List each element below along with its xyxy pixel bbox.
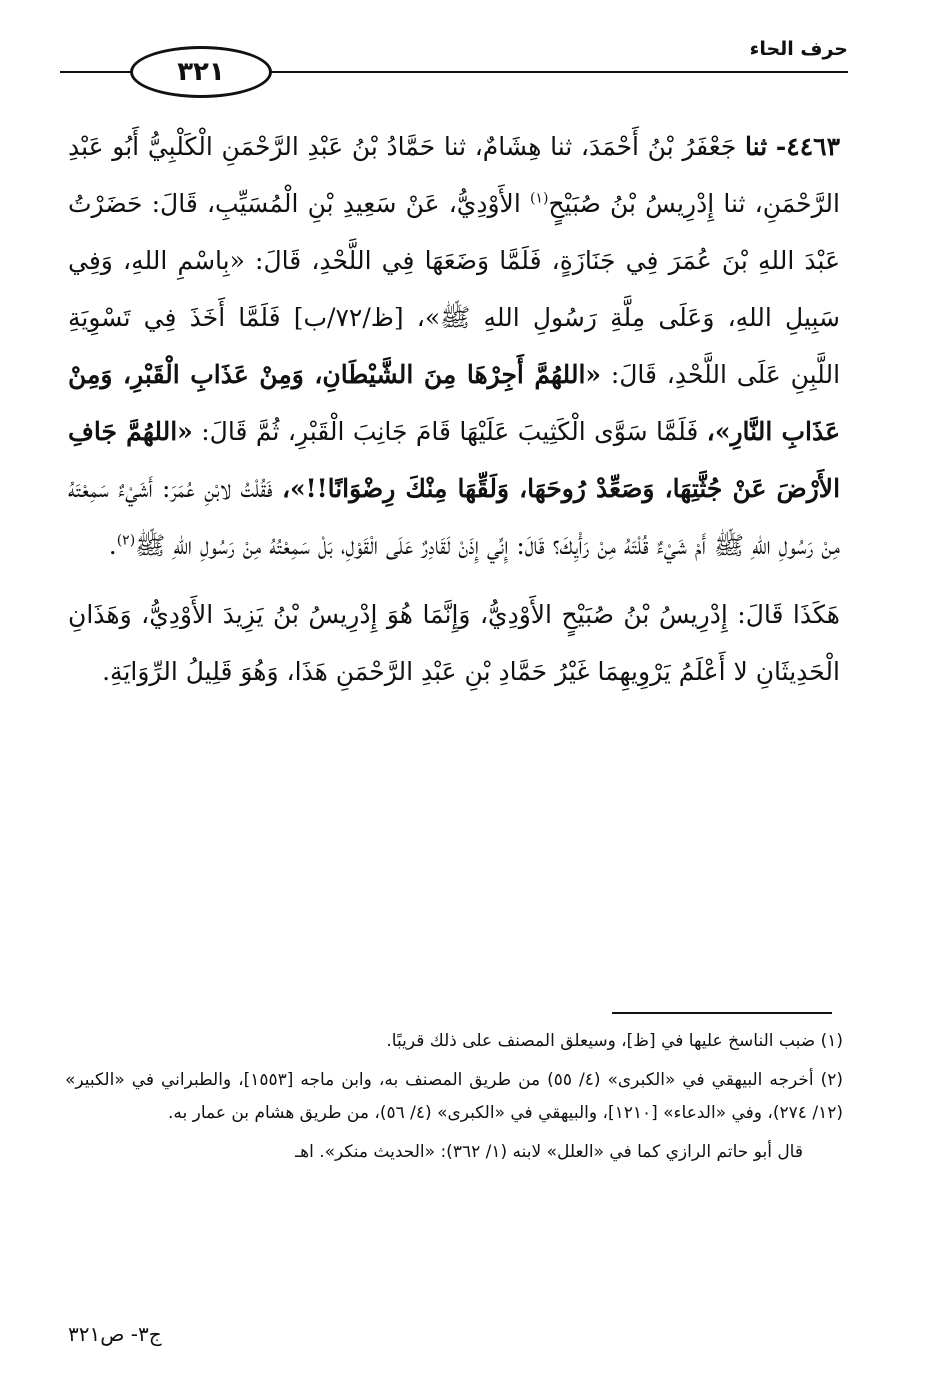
footnote-2-note: قال أبو حاتم الرازي كما في «العلل» لابنه (١/ ٣٦٢): «الحديث منكر». اهـ <box>295 1142 803 1162</box>
sentence-end: . <box>108 531 117 560</box>
running-title: حرف الحاء <box>749 38 848 60</box>
text-segment: فَلَمَّا سَوَّى الْكَثِيبَ عَلَيْهَا قَامَ جَانِبَ الْقَبْرِ، ثُمَّ قَالَ: <box>201 417 699 446</box>
bold-supplication-1: «اللهُمَّ أَجِرْهَا مِنَ الشَّيْطَانِ، وَمِنْ عَذَابِ الْقَبْرِ، وَمِنْ عَذَابِ النَّارِ»، <box>68 360 840 446</box>
hadith-paragraph <box>68 118 840 574</box>
narration-lead: ثنا <box>745 132 768 161</box>
page-number: ٣٢١ <box>177 57 225 87</box>
main-text <box>68 118 840 712</box>
footnote-ref-2[interactable]: (٢) <box>116 532 136 549</box>
text-segment: فَقُلْتُ لابْنِ عُمَرَ: أَشَيْءٌ سَمِعْتَهُ مِنْ رَسُولِ اللهِ ﷺ أَمْ شَيْءٌ قُلْتَهُ مِنْ رَأْيِكَ؟ قَالَ: إِنِّي إِذَنْ لَقَادِرٌ عَلَى الْقَوْلِ، بَلْ سَمِعْتُهُ مِنْ رَسُولِ اللهِ ﷺ <box>68 474 840 560</box>
page-number-badge <box>130 46 272 98</box>
text-segment: جَعْفَرُ بْنُ أَحْمَدَ، ثنا هِشَامٌ، ثنا حَمَّادُ بْنُ عَبْدِ الرَّحْمَنِ الْكَلْبِيُّ أَبُو عَبْدِ الرَّحْمَنِ، ثنا إِدْرِيسُ بْنُ صُبَيْحٍ <box>68 132 840 218</box>
page-header <box>60 30 848 100</box>
bold-supplication-2: «اللهُمَّ جَافِ الأَرْضَ عَنْ جُثَّتِهَا، وَصَعِّدْ رُوحَهَا، وَلَقِّهَا مِنْكَ رِضْوَانًا!!»، <box>68 417 841 503</box>
footnote-1: (١) ضبب الناسخ عليها في [ظ]، وسيعلق المصنف على ذلك قريبًا. <box>386 1031 843 1051</box>
footnote-ref-1[interactable]: (١) <box>529 190 549 207</box>
footnotes <box>65 1025 843 1175</box>
text-segment: الأَوْدِيُّ، عَنْ سَعِيدِ بْنِ الْمُسَيِّبِ، قَالَ: حَضَرْتُ عَبْدَ اللهِ بْنَ عُمَرَ فِي جَنَازَةٍ، فَلَمَّا وَضَعَهَا فِي اللَّحْدِ، قَالَ: «بِاسْمِ اللهِ، وَفِي سَبِيلِ اللهِ، وَعَلَى مِلَّةِ رَسُولِ اللهِ ﷺ»، [ظ/٧٢/ب] فَلَمَّا أَخَذَ فِي تَسْوِيَةِ اللَّبِنِ عَلَى اللَّحْدِ، قَالَ: <box>68 189 841 389</box>
hadith-number: ٤٤٦٣- <box>775 132 840 161</box>
footnote-separator <box>612 1012 832 1014</box>
volume-page-marker: ج٣- ص٣٢١ <box>68 1322 162 1346</box>
footnote-2: (٢) أخرجه البيهقي في «الكبرى» (٤/ ٥٥) من طريق المصنف به، وابن ماجه [١٥٥٣]، والطبراني في «الكبير» (١٢/ ٢٧٤)، وفي «الدعاء» [١٢١٠]، والبيهقي في «الكبرى» (٤/ ٥٦)، من طريق هشام بن عمار به. <box>65 1070 843 1123</box>
commentary-paragraph: هَكَذَا قَالَ: إِدْرِيسُ بْنُ صُبَيْحٍ الأَوْدِيُّ، وَإِنَّمَا هُوَ إِدْرِيسُ بْنُ يَزِيدَ الأَوْدِيُّ، وَهَذَانِ الْحَدِيثَانِ لا أَعْلَمُ يَرْوِيهِمَا غَيْرُ حَمَّادِ بْنِ عَبْدِ الرَّحْمَنِ هَذَا، وَهُوَ قَلِيلُ الرِّوَايَةِ. <box>68 600 840 686</box>
